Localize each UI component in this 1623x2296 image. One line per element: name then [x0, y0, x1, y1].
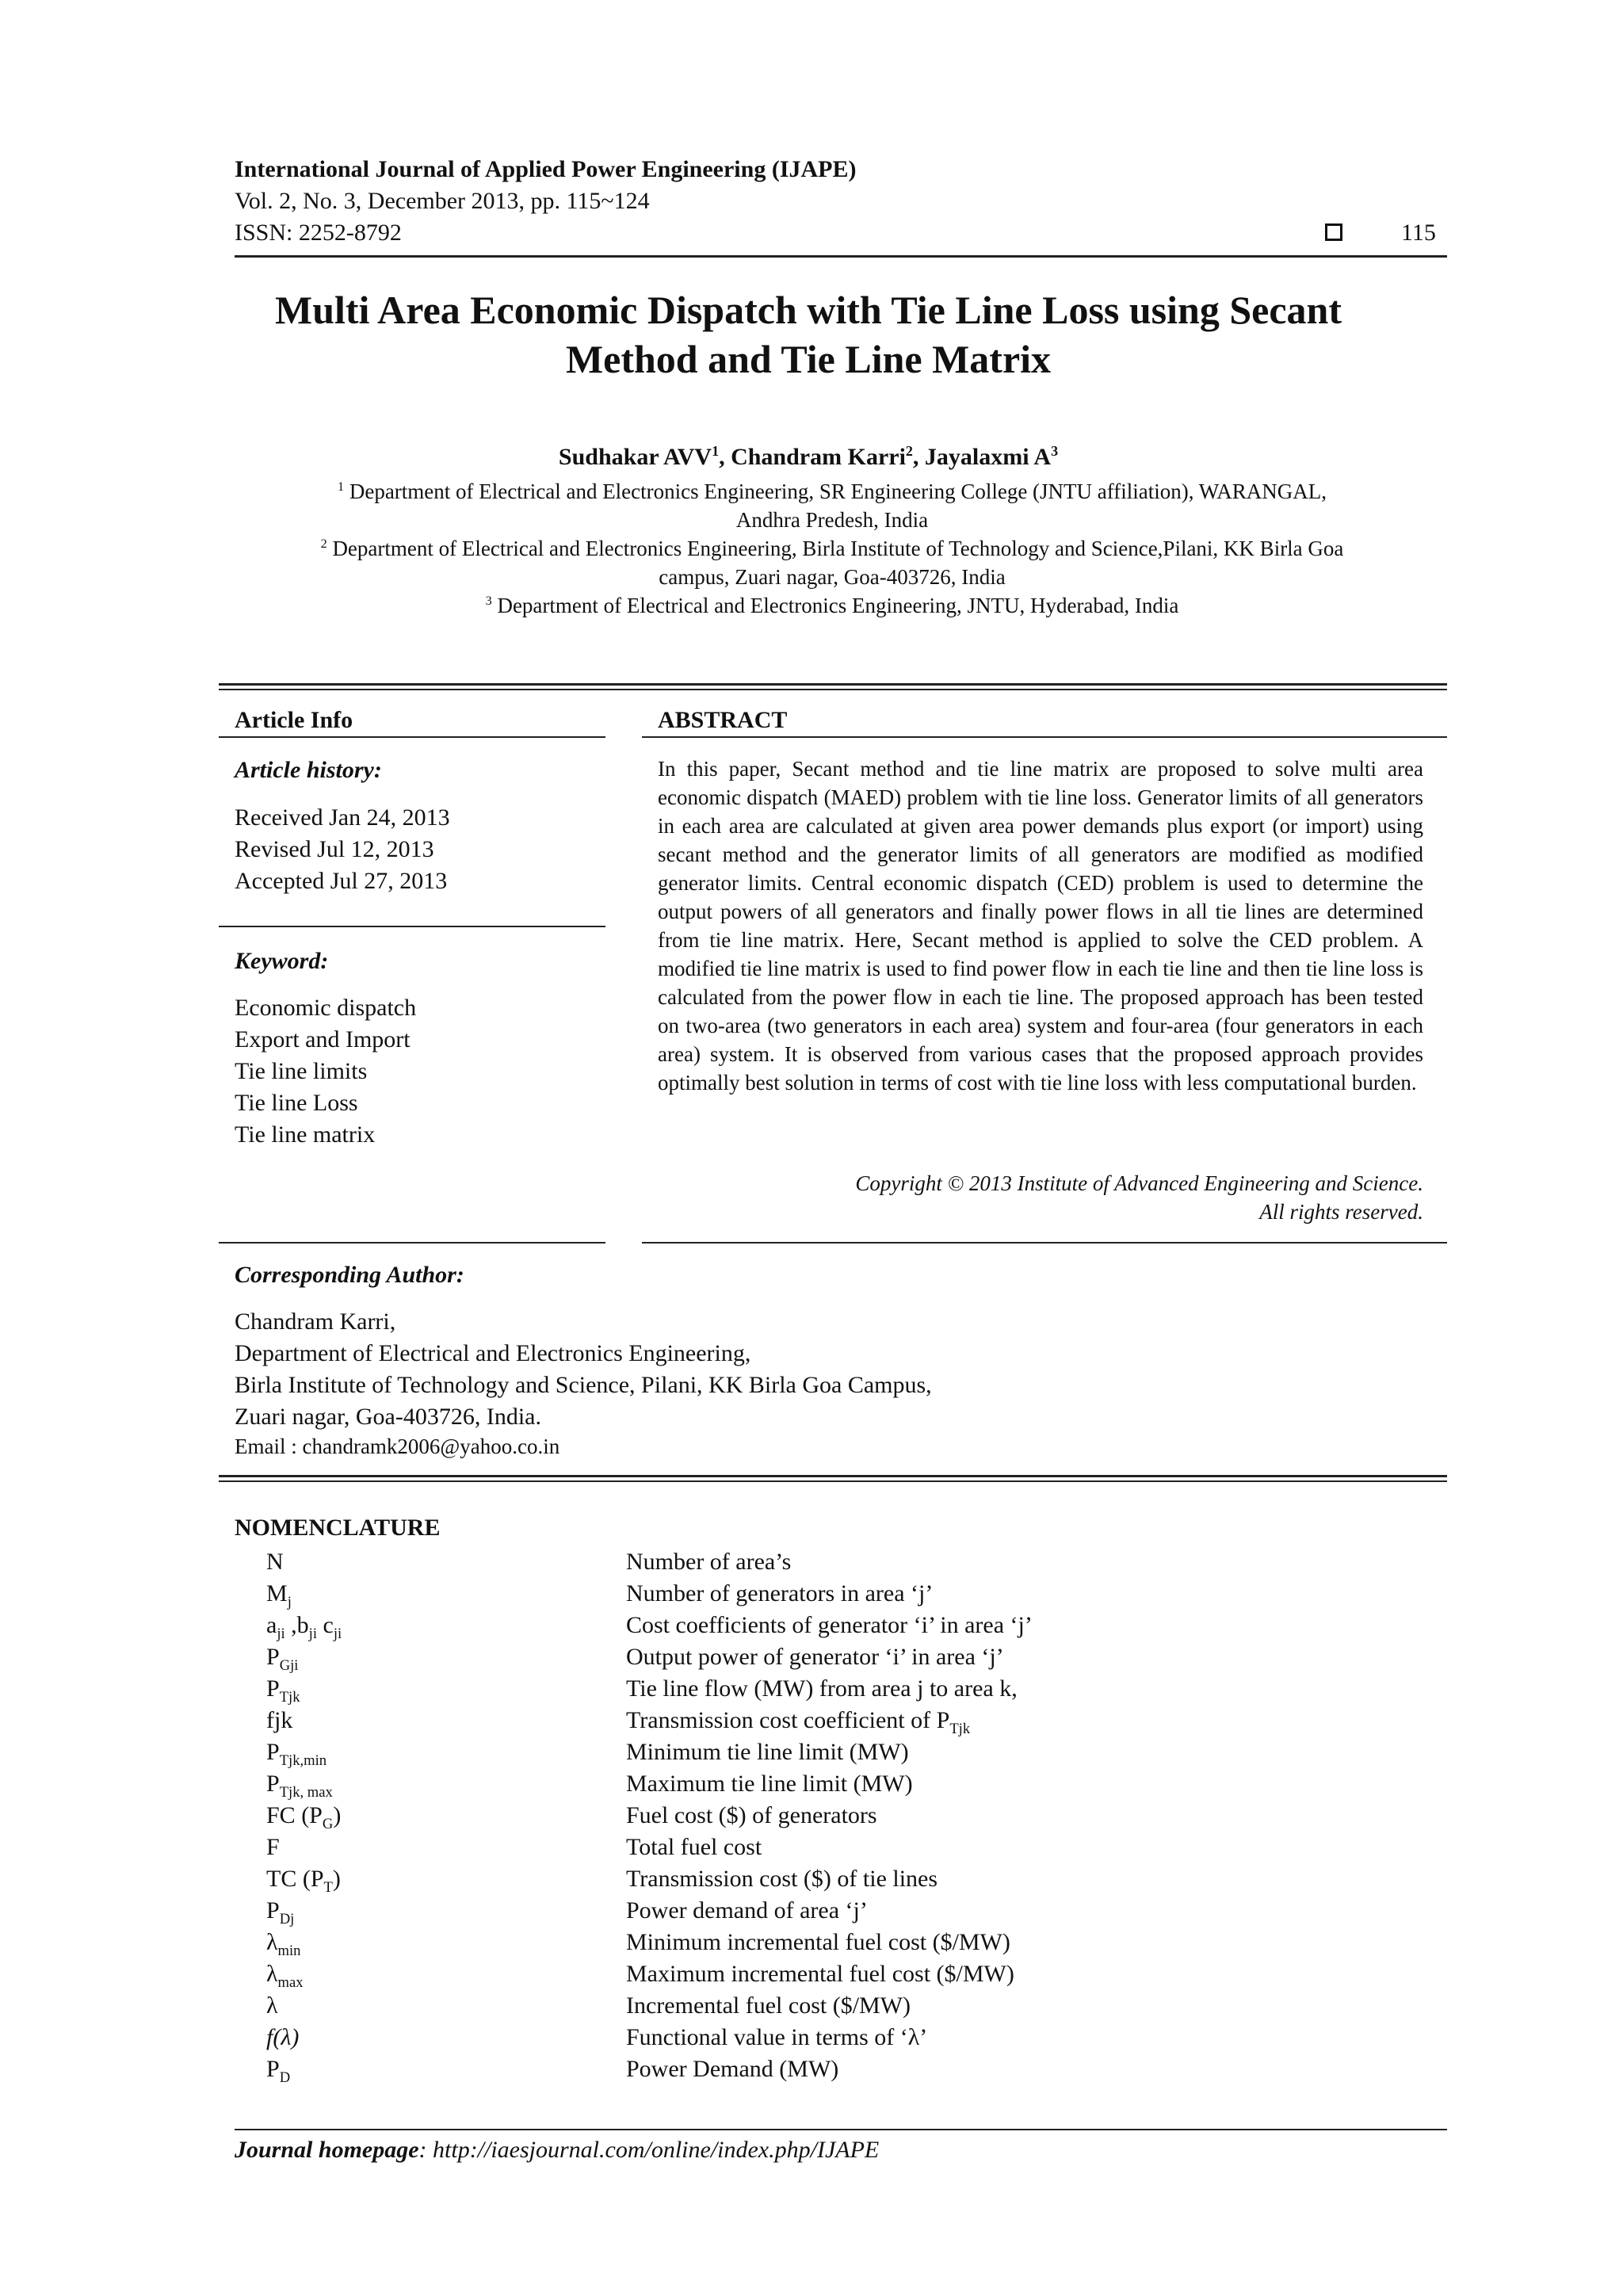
author-department: Department of Electrical and Electronics Engineering,	[235, 1340, 751, 1366]
author-3-sup: 3	[1051, 443, 1059, 459]
nomenclature-description: Maximum tie line limit (MW)	[626, 1771, 913, 1797]
article-history	[235, 802, 450, 897]
nomenclature-description: Fuel cost ($) of generators	[626, 1802, 877, 1828]
nomenclature-symbol: $P_{Tjk,min}$	[266, 1739, 327, 1769]
nomenclature-description: Functional value in terms of ‘λ’	[626, 2024, 928, 2050]
nomenclature-description: Incremental fuel cost ($/MW)	[626, 1992, 911, 2019]
nomenclature-heading: NOMENCLATURE	[235, 1515, 441, 1541]
page-number: 115	[1401, 220, 1436, 246]
journal-issn: ISSN: 2252-8792	[235, 220, 402, 246]
nomenclature-description: Tie line flow (MW) from area j to area k,	[626, 1675, 1018, 1702]
keyword-heading: Keyword:	[235, 948, 329, 974]
keyword-item: Tie line Loss	[235, 1090, 358, 1116]
keyword-list	[235, 992, 416, 1151]
author-2-sup: 2	[905, 443, 913, 459]
corresponding-details	[235, 1306, 932, 1433]
nomenclature-symbol: $\lambda_{min}$	[266, 1929, 301, 1959]
abstract-heading: ABSTRACT	[658, 707, 788, 733]
nomenclature-description: Number of area’s	[626, 1549, 792, 1575]
footer	[235, 2137, 879, 2164]
nomenclature-description: Transmission cost coefficient of $P_{Tjk}$	[626, 1707, 971, 1737]
affiliation-3	[230, 591, 1434, 620]
keyword-item: Export and Import	[235, 1026, 411, 1052]
copyright-notice	[658, 1169, 1423, 1226]
nomenclature-symbol: λ	[266, 1992, 278, 2019]
author-3: , Jayalaxmi A	[912, 444, 1052, 470]
copyright-line-2: All rights reserved.	[1259, 1200, 1423, 1224]
checkbox-square-icon	[1325, 223, 1342, 241]
section-double-rule-top	[219, 683, 1447, 686]
journal-name: International Journal of Applied Power Engineering (IJAPE)	[235, 156, 857, 182]
header-rule	[235, 255, 1447, 258]
nomenclature-symbol: N	[266, 1549, 284, 1575]
nomenclature-symbol: $P_{Gji}$	[266, 1644, 299, 1674]
affiliation-2	[230, 534, 1434, 563]
keyword-item: Tie line matrix	[235, 1121, 376, 1148]
nomenclature-description: Power Demand (MW)	[626, 2056, 839, 2082]
nomenclature-symbol: TC $(P_T)$	[266, 1866, 341, 1896]
author-email: Email : chandramk2006@yahoo.co.in	[235, 1435, 560, 1458]
nomenclature-symbol: $P_{Tjk}$	[266, 1675, 300, 1706]
affiliation-1-line-1: Department of Electrical and Electronics Engineering, SR Engineering College (JNTU affiliation), WARANGAL,	[344, 479, 1327, 503]
author-1-sup: 1	[712, 443, 720, 459]
nomenclature-symbol: fjk	[266, 1707, 293, 1733]
author-1: Sudhakar AVV	[558, 444, 712, 470]
affiliation-1-sup: 1	[338, 479, 345, 494]
authors	[158, 444, 1458, 471]
paper-title	[158, 285, 1458, 384]
nomenclature-description: Minimum incremental fuel cost ($/MW)	[626, 1929, 1010, 1955]
nomenclature-symbol: $P_D$	[266, 2056, 291, 2086]
affiliations	[230, 477, 1434, 620]
affiliation-2-sup: 2	[320, 537, 327, 551]
keyword-rule	[219, 926, 605, 927]
nomenclature-symbol: $P_{Tjk, max}$	[266, 1771, 333, 1801]
article-info-heading: Article Info	[235, 707, 353, 733]
keyword-item: Tie line limits	[235, 1058, 368, 1084]
received-date: Received Jan 24, 2013	[235, 804, 450, 831]
author-name: Chandram Karri,	[235, 1308, 396, 1335]
author-institute: Birla Institute of Technology and Science, Pilani, KK Birla Goa Campus,	[235, 1372, 932, 1398]
affiliation-2-line-2: campus, Zuari nagar, Goa-403726, India	[659, 565, 1006, 589]
nomenclature-description: Total fuel cost	[626, 1834, 762, 1860]
nomenclature-symbol: $a_{ji}$ $,b_{ji}$ $c_{ji}$	[266, 1612, 342, 1642]
footer-label: Journal homepage	[235, 2137, 419, 2163]
nomenclature-description: Maximum incremental fuel cost ($/MW)	[626, 1961, 1014, 1987]
nomenclature-description: Minimum tie line limit (MW)	[626, 1739, 909, 1765]
nomenclature-description: Output power of generator ‘i’ in area ‘j’	[626, 1644, 1004, 1670]
article-info-rule	[219, 736, 605, 738]
revised-date: Revised Jul 12, 2013	[235, 836, 434, 862]
footer-rule	[235, 2129, 1447, 2130]
nomenclature-description: Transmission cost ($) of tie lines	[626, 1866, 938, 1892]
corresponding-heading: Corresponding Author:	[235, 1262, 464, 1288]
affiliation-1	[230, 477, 1434, 506]
author-address: Zuari nagar, Goa-403726, India.	[235, 1404, 541, 1430]
nomenclature-symbol: $\lambda_{max}$	[266, 1961, 304, 1991]
article-history-heading: Article history:	[235, 757, 382, 783]
corresponding-double-rule-top	[219, 1475, 1447, 1477]
copyright-line-1: Copyright © 2013 Institute of Advanced Engineering and Science.	[855, 1171, 1423, 1195]
nomenclature-symbol: F	[266, 1834, 280, 1860]
abstract-rule	[642, 736, 1447, 738]
journal-volume: Vol. 2, No. 3, December 2013, pp. 115~124	[235, 188, 650, 214]
article-info-bottom-rule	[219, 1242, 605, 1244]
nomenclature-description: Number of generators in area ‘j’	[626, 1580, 934, 1606]
affiliation-1-line-2: Andhra Predesh, India	[735, 508, 929, 532]
abstract-text: In this paper, Secant method and tie line matrix are proposed to solve multi area economic dispatch (MAED) problem with tie line loss. Generator limits of all generators in each area are calculated at given area power demands plus export (or import) using secant method and the generator limits of all generators are modified as modified generator limits. Central economic dispatch (CED) problem is used to determine the output powers of all generators and finally power flows in all tie lines are determined from tie line matrix. Here, Secant method is applied to solve the CED problem. A modified tie line matrix is used to find power flow in each tie line and then tie line loss is calculated from the power flow in each tie line. The proposed approach has been tested on two-area (two generators in each area) system and four-area (four generators in each area) system. It is observed from various cases that the proposed approach provides optimally best solution in terms of cost with tie line loss with less computational burden.	[658, 757, 1423, 1095]
nomenclature-symbol: f(λ)	[266, 2024, 300, 2050]
title-line-2: Method and Tie Line Matrix	[565, 337, 1052, 381]
nomenclature-description: Cost coefficients of generator ‘i’ in area ‘j’	[626, 1612, 1033, 1638]
footer-url[interactable]: : http://iaesjournal.com/online/index.php/IJAPE	[418, 2137, 880, 2163]
corresponding-double-rule-bottom	[219, 1480, 1447, 1482]
nomenclature-symbol: FC $(P_G)$	[266, 1802, 342, 1832]
nomenclature-symbol: $P_{Dj}$	[266, 1897, 295, 1927]
abstract-bottom-rule	[642, 1242, 1447, 1244]
author-2: , Chandram Karri	[719, 444, 906, 470]
keyword-item: Economic dispatch	[235, 995, 417, 1021]
affiliation-3-sup: 3	[485, 594, 492, 608]
affiliation-3-line-1: Department of Electrical and Electronics Engineering, JNTU, Hyderabad, India	[491, 594, 1179, 617]
nomenclature-description: Power demand of area ‘j’	[626, 1897, 868, 1924]
accepted-date: Accepted Jul 27, 2013	[235, 868, 448, 894]
nomenclature-symbol: $M_j$	[266, 1580, 292, 1610]
title-line-1: Multi Area Economic Dispatch with Tie Line Loss using Secant	[275, 288, 1342, 332]
section-double-rule-bottom	[219, 689, 1447, 690]
affiliation-2-line-1: Department of Electrical and Electronics Engineering, Birla Institute of Technology and Science,Pilani, KK Birla Goa	[327, 537, 1344, 560]
